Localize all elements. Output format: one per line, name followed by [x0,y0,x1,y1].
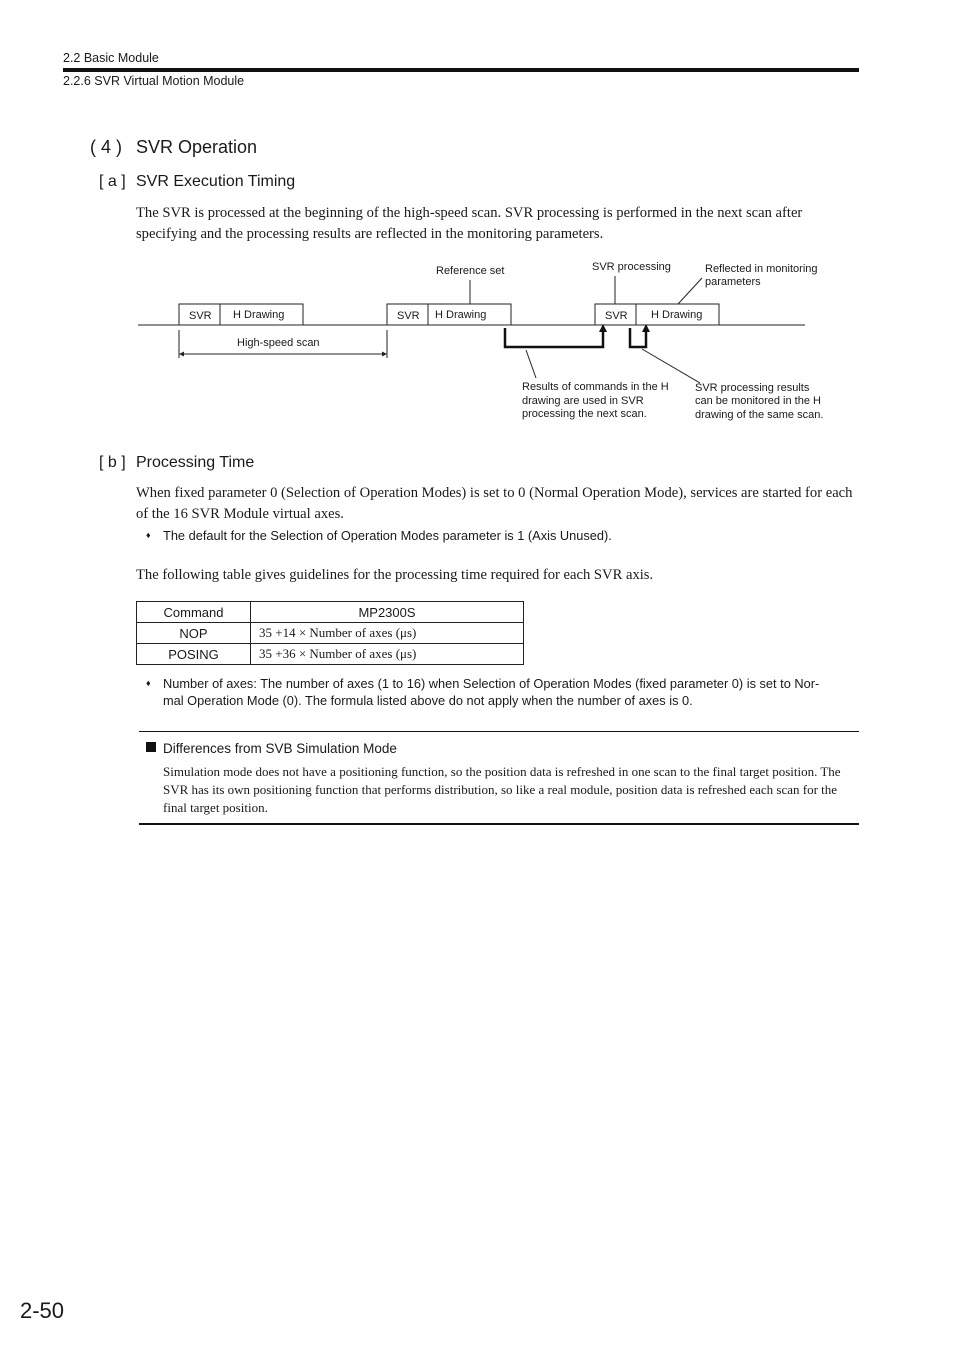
monitor-note-line3: drawing of the same scan. [695,409,824,421]
svr-label-1: SVR [189,310,212,322]
section-a-paragraph: The SVR is processed at the beginning of the high-speed scan. SVR processing is performed in the next scan after specifying and the processing results are reflected in the monitoring parameters. [136,205,803,242]
svr-label-2: SVR [397,310,420,322]
bullet-icon: ♦ [146,530,151,540]
reflected-leader [678,278,702,304]
section-b-note2-line2: mal Operation Mode (0). The formula listed above do not apply when the number of axes is 0. [163,693,693,708]
svr-label-3: SVR [605,310,628,322]
section-b-note2-line1: Number of axes: The number of axes (1 to 16) when Selection of Operation Modes (fixed parameter 0) is set to Nor- [163,676,820,691]
results-note-line3: processing the next scan. [522,408,647,420]
results-note-line1: Results of commands in the H [522,381,669,393]
monitor-note-line2: can be monitored in the H [695,395,821,407]
h-drawing-label-1: H Drawing [233,309,285,321]
heading-4-title: SVR Operation [136,137,258,157]
reflected-label-line2: parameters [705,276,761,288]
section-b-note1: The default for the Selection of Operation Modes parameter is 1 (Axis Unused). [163,528,612,543]
processing-time-table [136,601,524,665]
section-b-number: [ b ] [99,454,126,471]
reference-set-label: Reference set [436,265,505,277]
section-b-title: Processing Time [136,454,255,471]
h-drawing-label-3: H Drawing [651,309,703,321]
monitor-note-line1: SVR processing results [695,382,810,394]
info-box-text: Simulation mode does not have a positioning function, so the position data is refreshed in one scan to the final target position. The SVR has its own positioning function that performs distribution, so like a real module, position data is refreshed each scan for the final target position. [163,764,841,815]
table-row [137,623,524,644]
table-header-command: Command [137,602,251,623]
info-box-title: Differences from SVB Simulation Mode [163,741,397,756]
svr-processing-label: SVR processing [592,261,671,273]
results-note-line2: drawing are used in SVR [522,395,644,407]
monitor-note-leader [642,349,700,383]
table-header-mp2300s: MP2300S [251,602,524,623]
bullet-icon: ♦ [146,678,151,688]
table-row [137,644,524,665]
running-header-section: 2.2 Basic Module [63,51,159,65]
table-cell-command: NOP [137,623,251,644]
table-cell-command: POSING [137,644,251,665]
reflected-label-line1: Reflected in monitoring [705,263,818,275]
running-header-subsection: 2.2.6 SVR Virtual Motion Module [63,74,245,88]
h-drawing-label-2: H Drawing [435,309,487,321]
svr-timing-diagram [0,250,954,435]
info-box-bottom-rule [139,823,859,825]
heading-4-number: ( 4 ) [90,137,123,157]
table-cell-time: 35 +36 × Number of axes (μs) [251,644,524,665]
section-a-number: [ a ] [99,173,126,190]
header-rule [63,68,859,72]
page-number: 2-50 [20,1298,65,1323]
square-bullet-icon [146,742,156,752]
table-header-row [137,602,524,623]
results-flow-arrow [505,328,603,347]
info-box-top-rule [139,731,859,732]
table-cell-time: 35 +14 × Number of axes (μs) [251,623,524,644]
results-note-leader [526,350,536,378]
section-b-paragraph2: The following table gives guidelines for the processing time required for each SVR axis. [136,567,654,583]
section-b-paragraph1: When fixed parameter 0 (Selection of Operation Modes) is set to 0 (Normal Operation Mode), services are started for each of the 16 SVR Module virtual axes. [136,485,853,522]
high-speed-scan-label: High-speed scan [237,337,320,349]
section-a-title: SVR Execution Timing [136,173,296,190]
